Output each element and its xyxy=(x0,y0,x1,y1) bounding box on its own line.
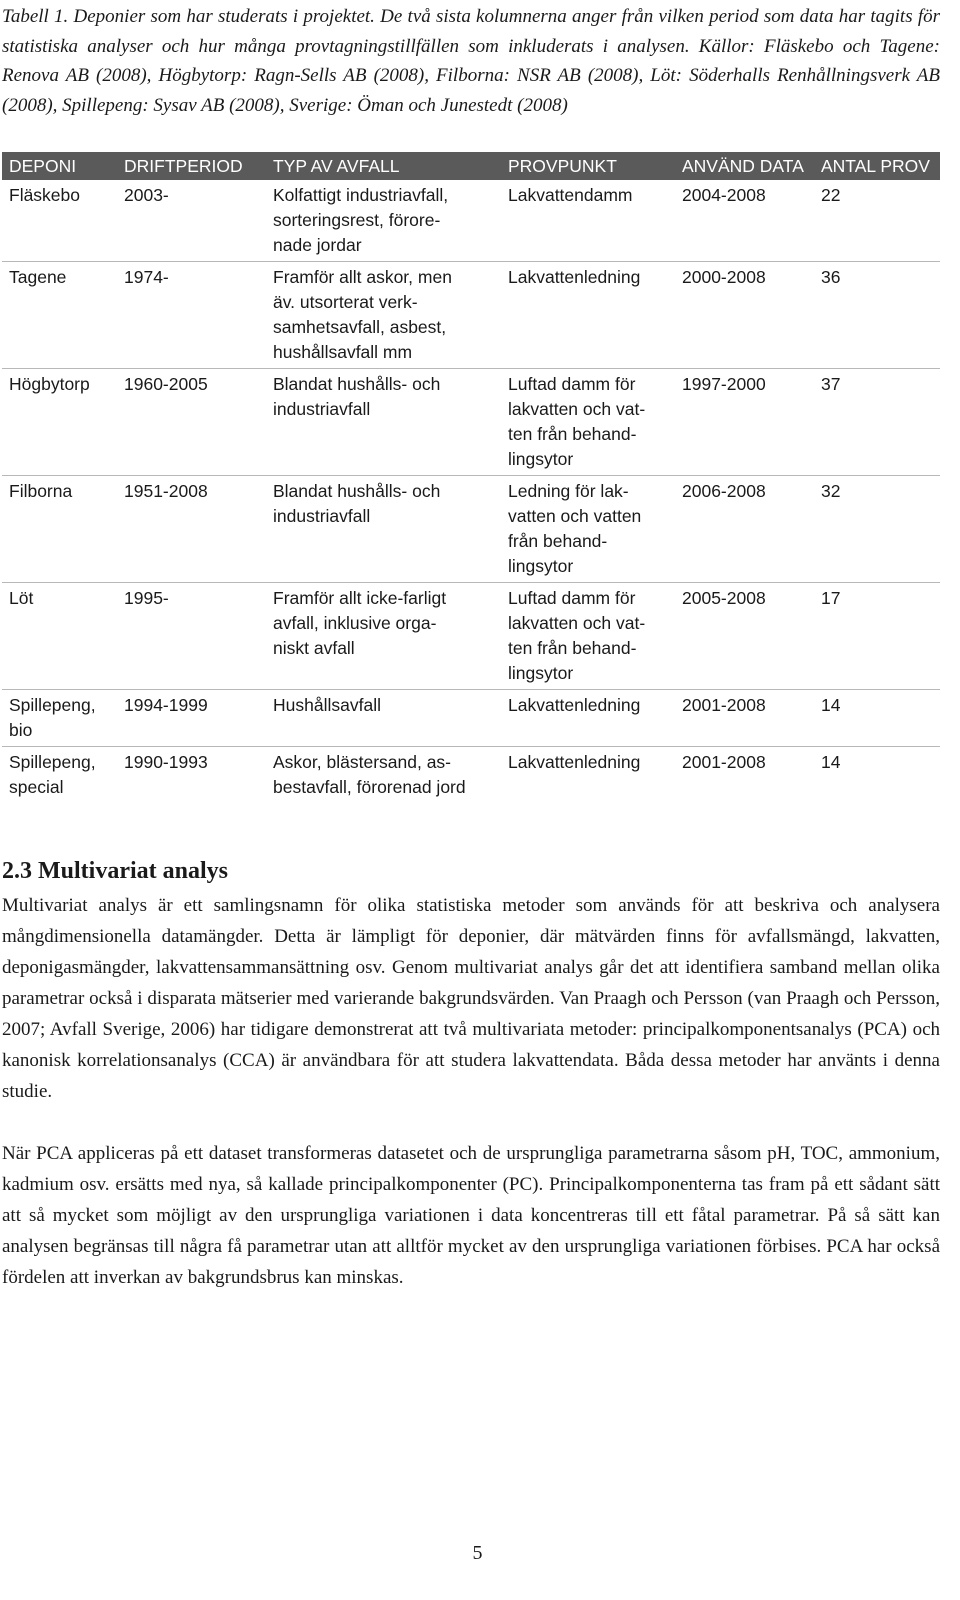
table-row xyxy=(2,747,940,804)
body-paragraph: Multivariat analys är ett samlingsnamn för olika statistiska metoder som används för att beskriva och analysera mångdimensionella datamängder. Detta är lämpligt för deponier, där mätvärden finns för avfallsmängd, lakvatten, deponigasmängder, lakvattensammansättning osv. Genom multivariat analys går det att identifiera samband mellan olika parametrar också i disparata mätserier med varierande bakgrundsvärden. Van Praagh och Persson (van Praagh och Persson, 2007; Avfall Sverige, 2006) har tidigare demonstrerat att två multivariata metoder: principalkomponentsanalys (PCA) och kanonisk korrelationsanalys (CCA) är användbara för att studera lakvattendata. Båda dessa metoder har använts i denna studie. xyxy=(2,895,940,1102)
cell-provpunkt: Luftad damm för lakvatten och vat- ten från behand- lingsytor xyxy=(501,369,675,476)
cell-typ-av-avfall: Framför allt askor, men äv. utsorterat verk- samhetsavfall, asbest, hushållsavfall mm xyxy=(266,262,501,369)
cell-deponi: Fläskebo xyxy=(2,180,117,262)
cell-deponi: Löt xyxy=(2,583,117,690)
cell-antal-prov: 22 xyxy=(814,180,940,262)
cell-deponi: Högbytorp xyxy=(2,369,117,476)
table-caption: Tabell 1. Deponier som har studerats i projektet. De två sista kolumnerna anger från vilken period som data har tagits för statistiska analyser och hur många provtagningstillfällen som inkluderats i analysen. Källor: Fläskebo och Tagene: Renova AB (2008), Högbytorp: Ragn-Sells AB (2008), Filborna: NSR AB (2008), Löt: Söderhalls Renhållningsverk AB (2008), Spillepeng: Sysav AB (2008), Sverige: Öman och Junestedt (2008) xyxy=(2,6,940,116)
column-header-deponi: DEPONI xyxy=(2,152,117,180)
cell-driftperiod: 2003- xyxy=(117,180,266,262)
cell-provpunkt: Luftad damm för lakvatten och vat- ten från behand- lingsytor xyxy=(501,583,675,690)
cell-anvand-data: 1997-2000 xyxy=(675,369,814,476)
cell-typ-av-avfall: Kolfattigt industriavfall, sorteringsrest, förore- nade jordar xyxy=(266,180,501,262)
cell-antal-prov: 17 xyxy=(814,583,940,690)
cell-provpunkt: Lakvattendamm xyxy=(501,180,675,262)
cell-anvand-data: 2001-2008 xyxy=(675,690,814,747)
table-row xyxy=(2,476,940,583)
cell-anvand-data: 2006-2008 xyxy=(675,476,814,583)
document-page xyxy=(2,0,940,1288)
cell-typ-av-avfall: Blandat hushålls- och industriavfall xyxy=(266,369,501,476)
cell-provpunkt: Ledning för lak- vatten och vatten från behand- lingsytor xyxy=(501,476,675,583)
table-header-row xyxy=(2,152,940,180)
cell-typ-av-avfall: Hushållsavfall xyxy=(266,690,501,747)
cell-anvand-data: 2004-2008 xyxy=(675,180,814,262)
cell-typ-av-avfall: Blandat hushålls- och industriavfall xyxy=(266,476,501,583)
column-header-typ-av-avfall: TYP AV AVFALL xyxy=(266,152,501,180)
page-number: 5 xyxy=(472,1542,483,1564)
landfill-table xyxy=(2,152,940,803)
cell-driftperiod: 1951-2008 xyxy=(117,476,266,583)
section-heading: 2.3 Multivariat analys xyxy=(2,858,228,884)
cell-antal-prov: 36 xyxy=(814,262,940,369)
cell-provpunkt: Lakvattenledning xyxy=(508,752,641,772)
cell-antal-prov: 14 xyxy=(814,690,940,747)
table-row xyxy=(2,369,940,476)
cell-deponi: Tagene xyxy=(2,262,117,369)
table-row xyxy=(2,690,940,747)
cell-antal-prov: 37 xyxy=(814,369,940,476)
cell-driftperiod: 1960-2005 xyxy=(117,369,266,476)
cell-driftperiod: 1994-1999 xyxy=(117,690,266,747)
cell-antal-prov: 32 xyxy=(814,476,940,583)
column-header-driftperiod: DRIFTPERIOD xyxy=(117,152,266,180)
column-header-anvand-data: ANVÄND DATA xyxy=(675,152,814,180)
cell-deponi: Spillepeng, special xyxy=(9,752,96,797)
section-multivariat-analys xyxy=(2,854,940,1293)
cell-driftperiod: 1995- xyxy=(117,583,266,690)
cell-driftperiod: 1974- xyxy=(117,262,266,369)
table-row xyxy=(2,180,940,262)
column-header-provpunkt: PROVPUNKT xyxy=(501,152,675,180)
cell-deponi: Spillepeng, bio xyxy=(2,690,117,747)
cell-deponi: Filborna xyxy=(2,476,117,583)
cell-anvand-data: 2001-2008 xyxy=(682,752,766,772)
cell-antal-prov: 14 xyxy=(821,752,841,772)
cell-typ-av-avfall: Framför allt icke-farligt avfall, inklusive orga- niskt avfall xyxy=(266,583,501,690)
cell-provpunkt: Lakvattenledning xyxy=(501,690,675,747)
table-row xyxy=(2,583,940,690)
cell-anvand-data: 2005-2008 xyxy=(675,583,814,690)
cell-provpunkt: Lakvattenledning xyxy=(501,262,675,369)
column-header-antal-prov: ANTAL PROV xyxy=(814,152,940,180)
cell-anvand-data: 2000-2008 xyxy=(675,262,814,369)
body-paragraph: När PCA appliceras på ett dataset transformeras datasetet och de ursprungliga parametrarna såsom pH, TOC, ammonium, kadmium osv. ersätts med nya, så kallade principalkomponenter (PC). Principalkomponenterna tas fram på ett sådant sätt att så mycket som möjligt av den ursprungliga variationen i data koncentreras till ett fåtal parametrar. På så sätt kan analysen begränsas till några få parametrar utan att alltför mycket av den ursprungliga variationen förbises. PCA har också fördelen att inverkan av bakgrundsbrus kan minskas. xyxy=(2,1143,940,1288)
table-row xyxy=(2,262,940,369)
cell-driftperiod: 1990-1993 xyxy=(124,752,208,772)
cell-typ-av-avfall: Askor, blästersand, as- bestavfall, förorenad jord xyxy=(273,752,466,797)
